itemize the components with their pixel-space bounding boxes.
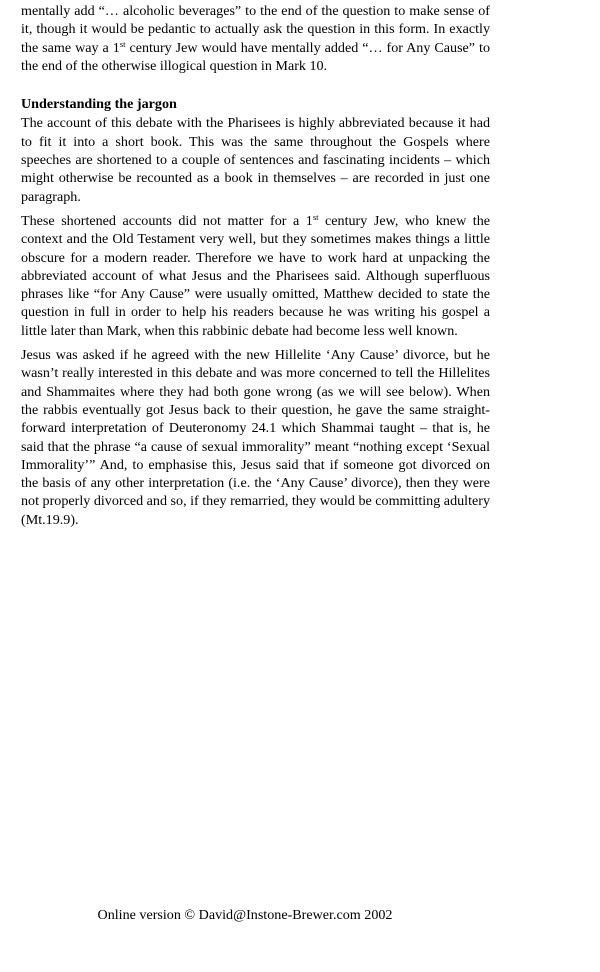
paragraph-shortened [21, 212, 490, 340]
paragraph-jesus: Jesus was asked if he agreed with the new Hillelite ‘Any Cause’ divorce, but he wasn’t really interested in this debate and was more concerned to tell the Hillelites and Shammaites where they had both gone wrong (as we will see below). When the rabbis eventually got Jesus back to their question, he gave the same straight-forward interpretation of Deuteronomy 24.1 which Shammai taught – that is, he said that the phrase “a cause of sexual immorality” meant “nothing except ‘Sexual Immorality’” And, to emphasise this, Jesus said that if someone got divorced on the basis of any other interpretation (i.e. the ‘Any Cause’ divorce), then they were not properly divorced and so, if they remarried, they would be committing adultery (Mt.19.9). [21, 347, 490, 528]
ordinal-suffix: st [119, 38, 126, 49]
paragraph-account: The account of this debate with the Pharisees is highly abbreviated because it had to fit it into a short book. This was the same throughout the Gospels where speeches are shortened to a couple of sentences and fascinating incidents – which might otherwise be recounted as a book in themselves – are recorded in just one paragraph. [21, 115, 490, 205]
page-footer [0, 906, 600, 924]
paragraph-shortened-part-a: These shortened accounts did not matter for a 1 [21, 212, 313, 229]
ordinal-suffix: st [312, 211, 319, 222]
document-page [21, 0, 490, 529]
footer-copyright: Online version © David@Instone-Brewer.com 2002 [97, 907, 393, 923]
section-heading: Understanding the jargon [21, 96, 177, 113]
paragraph-shortened-part-b: century Jew, who knew the context and the Old Testament very well, but they sometimes makes things a little obscure for a modern reader. Therefore we have to work hard at unpacking the abbreviated account of what Jesus and the Pharisees said. Although superfluous phrases like “for Any Cause” were usually omitted, Matthew decided to state the question in full in order to help his readers because he was writing his gospel a little later than Mark, when this rabbinic debate had become less well known. [21, 212, 490, 339]
paragraph-intro [21, 2, 490, 75]
paragraph-intro-part-b: century Jew would have mentally added “… for Any Cause” to the end of the otherwise illogical question in Mark 10. [21, 39, 490, 74]
paragraph-intro-part-a: mentally add “… alcoholic beverages” to the end of the question to make sense of it, though it would be pedantic to actually ask the question in this form. In exactly the same way a 1 [21, 3, 490, 56]
